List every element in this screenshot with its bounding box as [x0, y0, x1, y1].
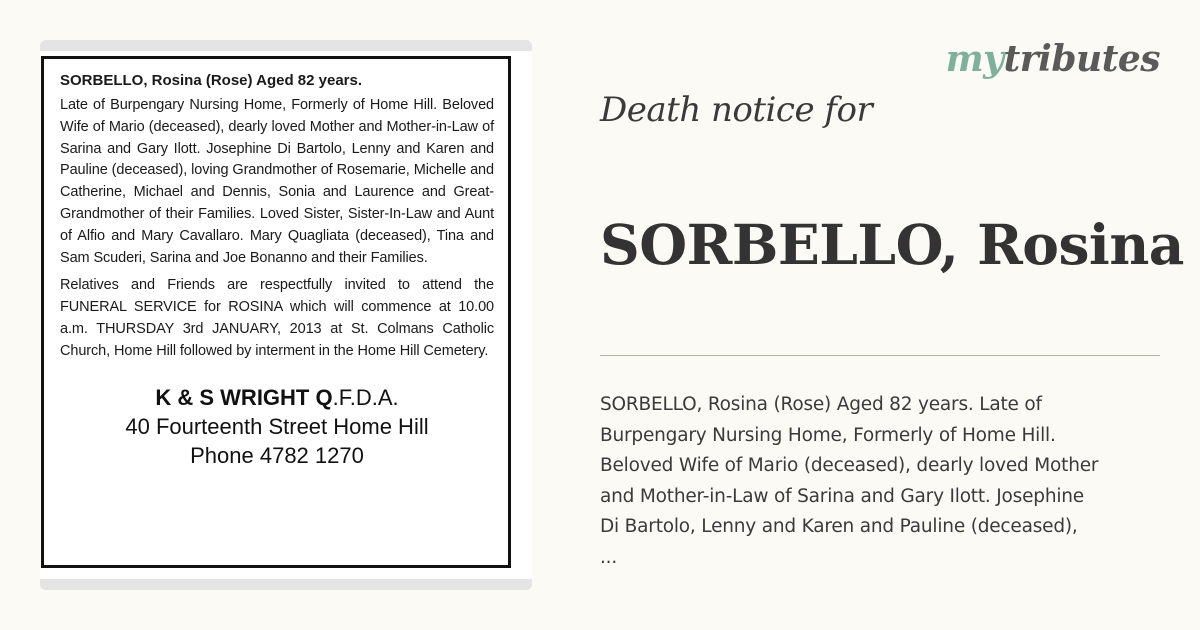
funeral-director-address: 40 Fourteenth Street Home Hill	[125, 413, 429, 439]
mytributes-logo[interactable]	[946, 38, 1160, 80]
clipping-border	[41, 56, 511, 568]
excerpt-line: Burpengary Nursing Home, Formerly of Home Hill.	[600, 424, 1056, 446]
excerpt-line: Beloved Wife of Mario (deceased), dearly loved Mother	[600, 455, 1099, 476]
deceased-name: SORBELLO, Rosina	[600, 212, 1184, 277]
funeral-director-name: K & S WRIGHT Q.F.D.A.	[155, 384, 399, 410]
excerpt-line: Di Bartolo, Lenny and Karen and Pauline (deceased),	[600, 516, 1078, 537]
logo-my: my	[945, 38, 1004, 80]
excerpt-ellipsis: ...	[600, 546, 618, 568]
notice-clipping	[40, 40, 532, 590]
excerpt-line: SORBELLO, Rosina (Rose) Aged 82 years. Late of	[600, 394, 1042, 415]
divider	[600, 355, 1160, 356]
notice-subtitle: Death notice for	[600, 90, 873, 130]
clipping-paragraph-funeral: Relatives and Friends are respectfully invited to attend the FUNERAL SERVICE for ROSINA which will commence at 10.00 a.m. THURSDAY 3rd JANUARY, 2013 at St. Colmans Catholic Church, Home Hill followed by interment in the Home Hill Cemetery.	[60, 277, 494, 359]
funeral-director	[60, 383, 494, 470]
logo-tributes: tributes	[1003, 38, 1160, 80]
clipping-paragraph-family: Late of Burpengary Nursing Home, Formerly of Home Hill. Beloved Wife of Mario (deceased), dearly loved Mother and Mother-in-Law of Sarina and Gary Ilott. Josephine Di Bartolo, Lenny and Karen and Pauline (deceased), loving Grandmother of Rosemarie, Michelle and Catherine, Michael and Dennis, Sonia and Laurence and Great-Grandmother of their Families. Loved Sister, Sister-In-Law and Aunt of Alfio and Mary Cavallaro. Mary Quagliata (deceased), Tina and Sam Scuderi, Sarina and Joe Bonanno and their Families.	[60, 97, 494, 266]
notice-excerpt	[600, 390, 1165, 573]
clipping-paper	[40, 51, 532, 579]
funeral-director-phone: Phone 4782 1270	[190, 442, 364, 468]
clipping-heading: SORBELLO, Rosina (Rose) Aged 82 years.	[60, 72, 363, 89]
excerpt-line: and Mother-in-Law of Sarina and Gary Ilott. Josephine	[600, 485, 1084, 507]
